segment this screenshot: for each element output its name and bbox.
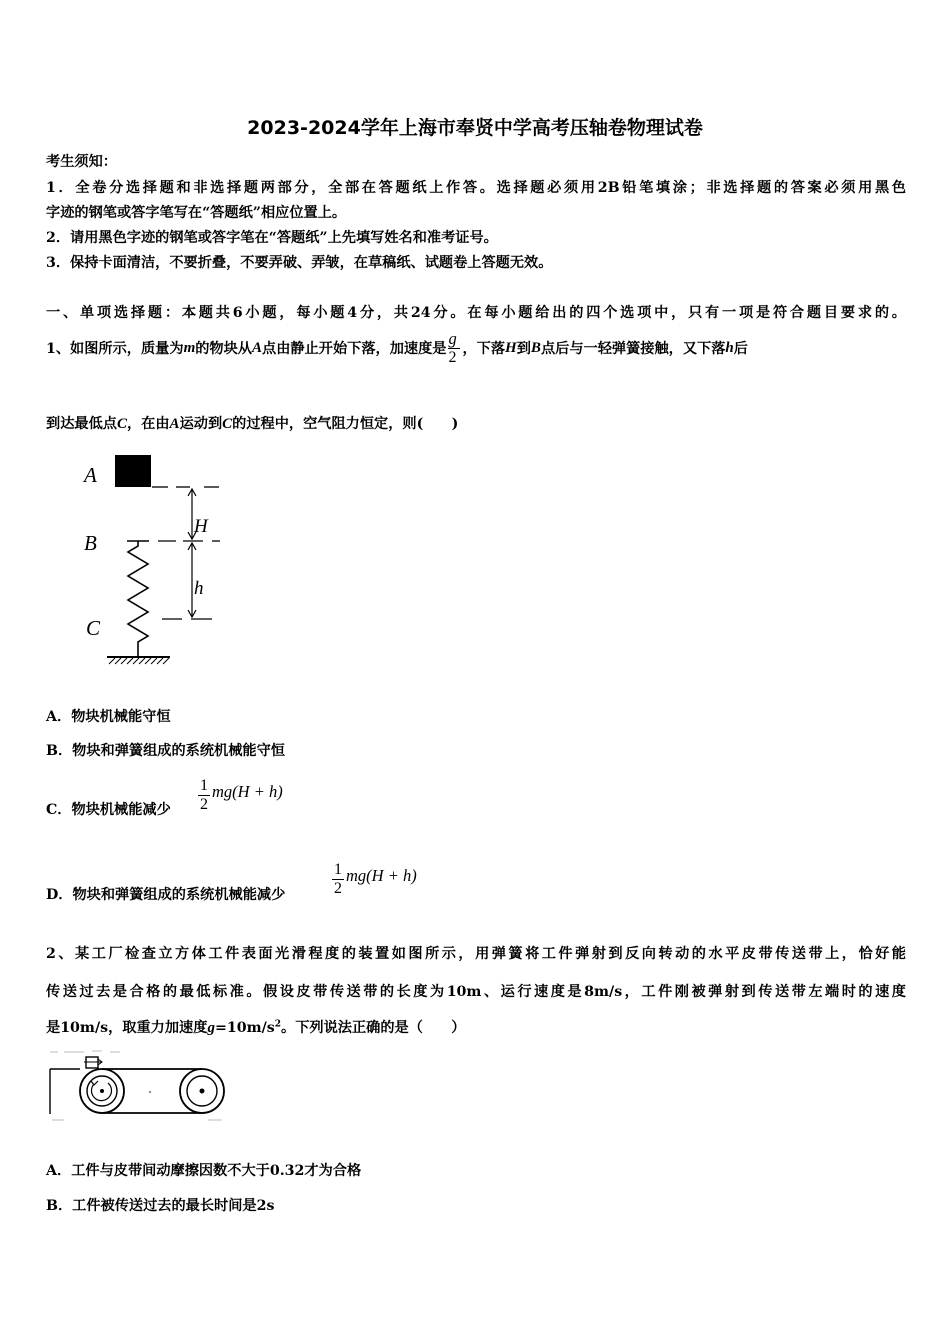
q1-option-c: C．物块机械能减少 [46,802,171,818]
q2-conveyor-figure [44,1048,234,1124]
q1-option-c-expression: $\frac{1}{2}$ mg(H + h) [200,777,283,813]
notice-item-1-cont: 字迹的钢笔或答字笔写在“答题纸”相应位置上。 [46,205,347,221]
label-small-h: h [194,578,204,599]
notice-heading: 考生须知： [46,154,117,170]
q2-stem-line-1: 2、某工厂检查立方体工件表面光滑程度的装置如图所示，用弹簧将工件弹射到反向转动的水平皮带传送带上，恰好能 [46,946,906,962]
notice-item-1: 1．全卷分选择题和非选择题两部分，全部在答题纸上作答。选择题必须用2B铅笔填涂；非选择题的答案必须用黑色 [46,180,906,196]
q1-option-a: A．物块机械能守恒 [46,709,171,725]
q1-spring-figure [70,446,240,696]
label-c: C [86,616,101,640]
q2-stem-line-3: 是10m/s，取重力加速度$g=10m/s^2$。下列说法正确的是（ ） [46,1019,466,1036]
section-1-heading: 一、单项选择题：本题共6小题，每小题4分，共24分。在每小题给出的四个选项中，只有一项是符合题目要求的。 [46,305,906,321]
q1-stem-line-1: 1、如图所示，质量为 m 的物块从 A 点由静止开始下落，加速度是 $\frac{g}{2}$ ，下落 H 到 B 点后与一轻弹簧接触，又下落 h 后 [46,328,748,366]
notice-item-3: 3．保持卡面清洁，不要折叠，不要弄破、弄皱，在草稿纸、试题卷上答题无效。 [46,255,553,271]
q1-option-d: D．物块和弹簧组成的系统机械能减少 [46,887,286,903]
q1-option-d-expression: $\frac{1}{2}$ mg(H + h) [334,861,417,897]
q1-option-b: B．物块和弹簧组成的系统机械能守恒 [46,743,285,759]
q2-stem-line-2: 传送过去是合格的最低标准。假设皮带传送带的长度为10m、运行速度是8m/s，工件刚被弹射到传送带左端时的速度 [46,984,906,1000]
spring [128,541,148,656]
fraction-g-over-2: $\frac{g}{2}$ [448,330,460,367]
label-b: B [84,531,97,555]
q1-stem-line-2: 到达最低点C，在由A运动到C的过程中，空气阻力恒定，则( ) [46,416,459,432]
label-big-h: H [194,516,208,537]
label-a: A [84,463,97,487]
q2-option-a: A．工件与皮带间动摩擦因数不大于0.32才为合格 [46,1163,362,1179]
q2-option-b: B．工件被传送过去的最长时间是2s [46,1198,275,1214]
page-title: 2023-2024学年上海市奉贤中学高考压轴卷物理试卷 [247,117,703,139]
notice-item-2: 2．请用黑色字迹的钢笔或答字笔在“答题纸”上先填写姓名和准考证号。 [46,230,498,246]
falling-block [115,455,151,487]
